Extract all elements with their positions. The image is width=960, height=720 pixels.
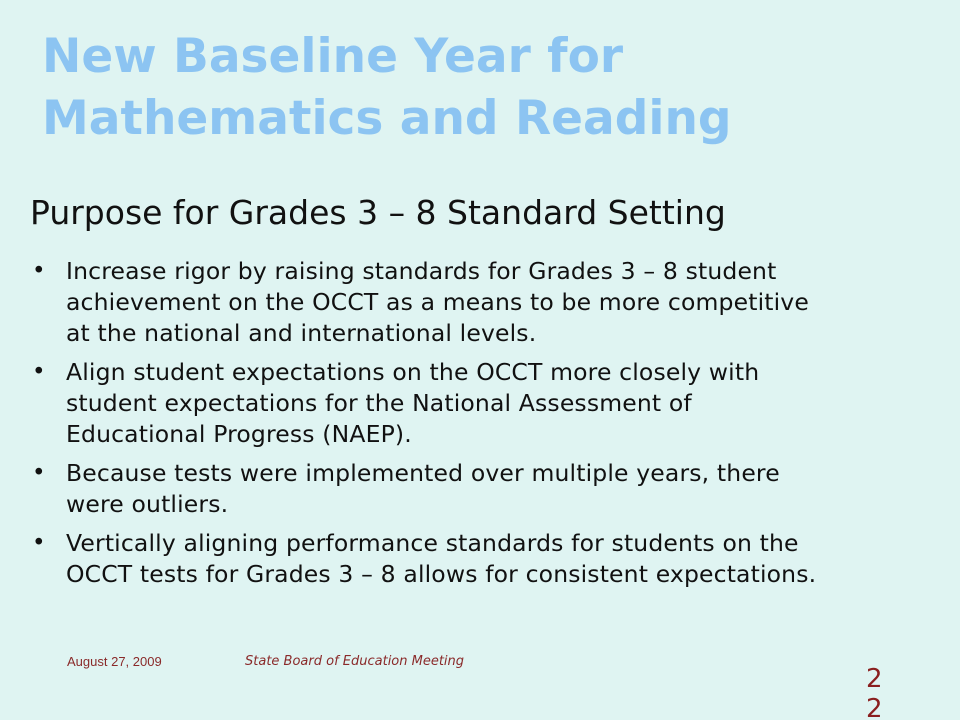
bullet-text-line: Increase rigor by raising standards for Grades 3 – 8 student [66,257,777,285]
slide-title-line-1: New Baseline Year for [42,29,624,84]
slide-title [42,26,922,150]
bullet-item [30,458,930,520]
bullet-icon: • [32,258,46,284]
slide-title-line-2: Mathematics and Reading [42,91,732,146]
bullet-text-line: were outliers. [66,490,229,518]
bullet-icon: • [32,460,46,486]
bullet-text-line: Vertically aligning performance standards for students on the [66,529,799,557]
page-number: 22 [866,664,883,720]
footer-meeting-title: State Board of Education Meeting [245,654,465,669]
bullet-text-line: at the national and international levels. [66,319,537,347]
bullet-text-line: student expectations for the National Assessment of [66,389,692,417]
slide-subtitle: Purpose for Grades 3 – 8 Standard Setting [30,193,726,232]
footer-date: August 27, 2009 [67,654,162,669]
bullet-text-line: achievement on the OCCT as a means to be more competitive [66,288,809,316]
bullet-text-line: Because tests were implemented over multiple years, there [66,459,780,487]
bullet-item [30,357,930,450]
bullet-item [30,528,930,590]
bullet-icon: • [32,359,46,385]
bullet-text-line: Educational Progress (NAEP). [66,420,412,448]
bullet-item [30,256,930,349]
bullet-icon: • [32,530,46,556]
bullet-text-line: Align student expectations on the OCCT more closely with [66,358,760,386]
bullet-list [30,256,930,598]
bullet-text-line: OCCT tests for Grades 3 – 8 allows for consistent expectations. [66,560,817,588]
